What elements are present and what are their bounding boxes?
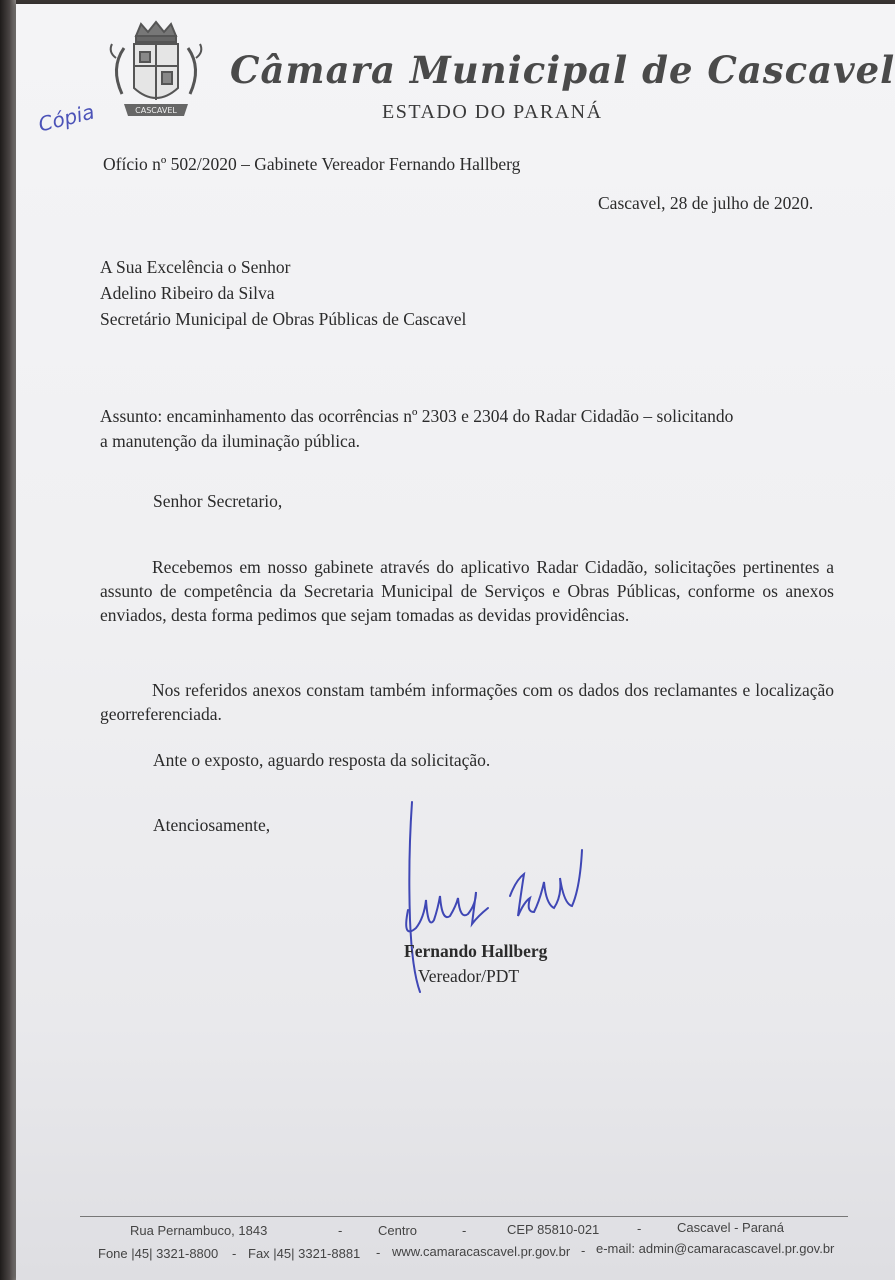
body-paragraph-2-text: Nos referidos anexos constam também informações com os dados dos reclamantes e localização georreferenciada. (100, 680, 834, 724)
body-paragraph-3: Ante o exposto, aguardo resposta da solicitação. (153, 750, 491, 770)
letter-date: Cascavel, 28 de julho de 2020. (598, 193, 814, 213)
footer-separator: - (376, 1245, 381, 1260)
footer-fax: Fax |45| 3321-8881 (248, 1246, 361, 1261)
coat-of-arms-icon (106, 18, 206, 128)
signer-role: Vereador/PDT (418, 966, 520, 986)
signer-name: Fernando Hallberg (404, 941, 548, 961)
footer-email[interactable]: e-mail: admin@camaracascavel.pr.gov.br (596, 1241, 835, 1256)
footer-separator: - (338, 1223, 343, 1238)
footer-separator: - (637, 1221, 642, 1236)
crest-banner-text: CASCAVEL (135, 106, 177, 115)
recipient-line-3: Secretário Municipal de Obras Públicas de Cascavel (100, 309, 467, 329)
footer-separator: - (581, 1243, 586, 1258)
body-paragraph-1 (100, 555, 834, 627)
subject-line-1: Assunto: encaminhamento das ocorrências nº 2303 e 2304 do Radar Cidadão – solicitando (100, 406, 734, 426)
subject-line-2: a manutenção da iluminação pública. (100, 431, 360, 451)
letter-reference: Ofício nº 502/2020 – Gabinete Vereador Fernando Hallberg (103, 154, 521, 174)
footer-address: Rua Pernambuco, 1843 (130, 1223, 268, 1238)
footer-city: Cascavel - Paraná (677, 1220, 784, 1235)
institution-title: Câmara Municipal de Cascavel (230, 48, 895, 92)
footer-phone: Fone |45| 3321-8800 (98, 1246, 219, 1261)
body-paragraph-2 (100, 678, 834, 726)
footer-separator: - (232, 1246, 237, 1261)
background-edge (0, 0, 16, 1280)
recipient-line-1: A Sua Excelência o Senhor (100, 257, 291, 277)
footer-website[interactable]: www.camaracascavel.pr.gov.br (392, 1244, 571, 1259)
footer-cep: CEP 85810-021 (507, 1222, 600, 1237)
footer-separator: - (462, 1223, 467, 1238)
institution-state: ESTADO DO PARANÁ (382, 101, 603, 123)
closing: Atenciosamente, (153, 815, 271, 835)
handwritten-copy-note: Cópia (35, 99, 97, 137)
salutation: Senhor Secretario, (153, 491, 283, 511)
recipient-line-2: Adelino Ribeiro da Silva (100, 283, 275, 303)
footer-divider (80, 1216, 848, 1217)
body-paragraph-1-text: Recebemos em nosso gabinete através do aplicativo Radar Cidadão, solicitações pertinentes a assunto de competência da Secretaria Municipal de Serviços e Obras Públicas, conforme os anexos enviados, desta forma pedimos que sejam tomadas as devidas providências. (100, 557, 834, 625)
footer-district: Centro (378, 1223, 418, 1238)
